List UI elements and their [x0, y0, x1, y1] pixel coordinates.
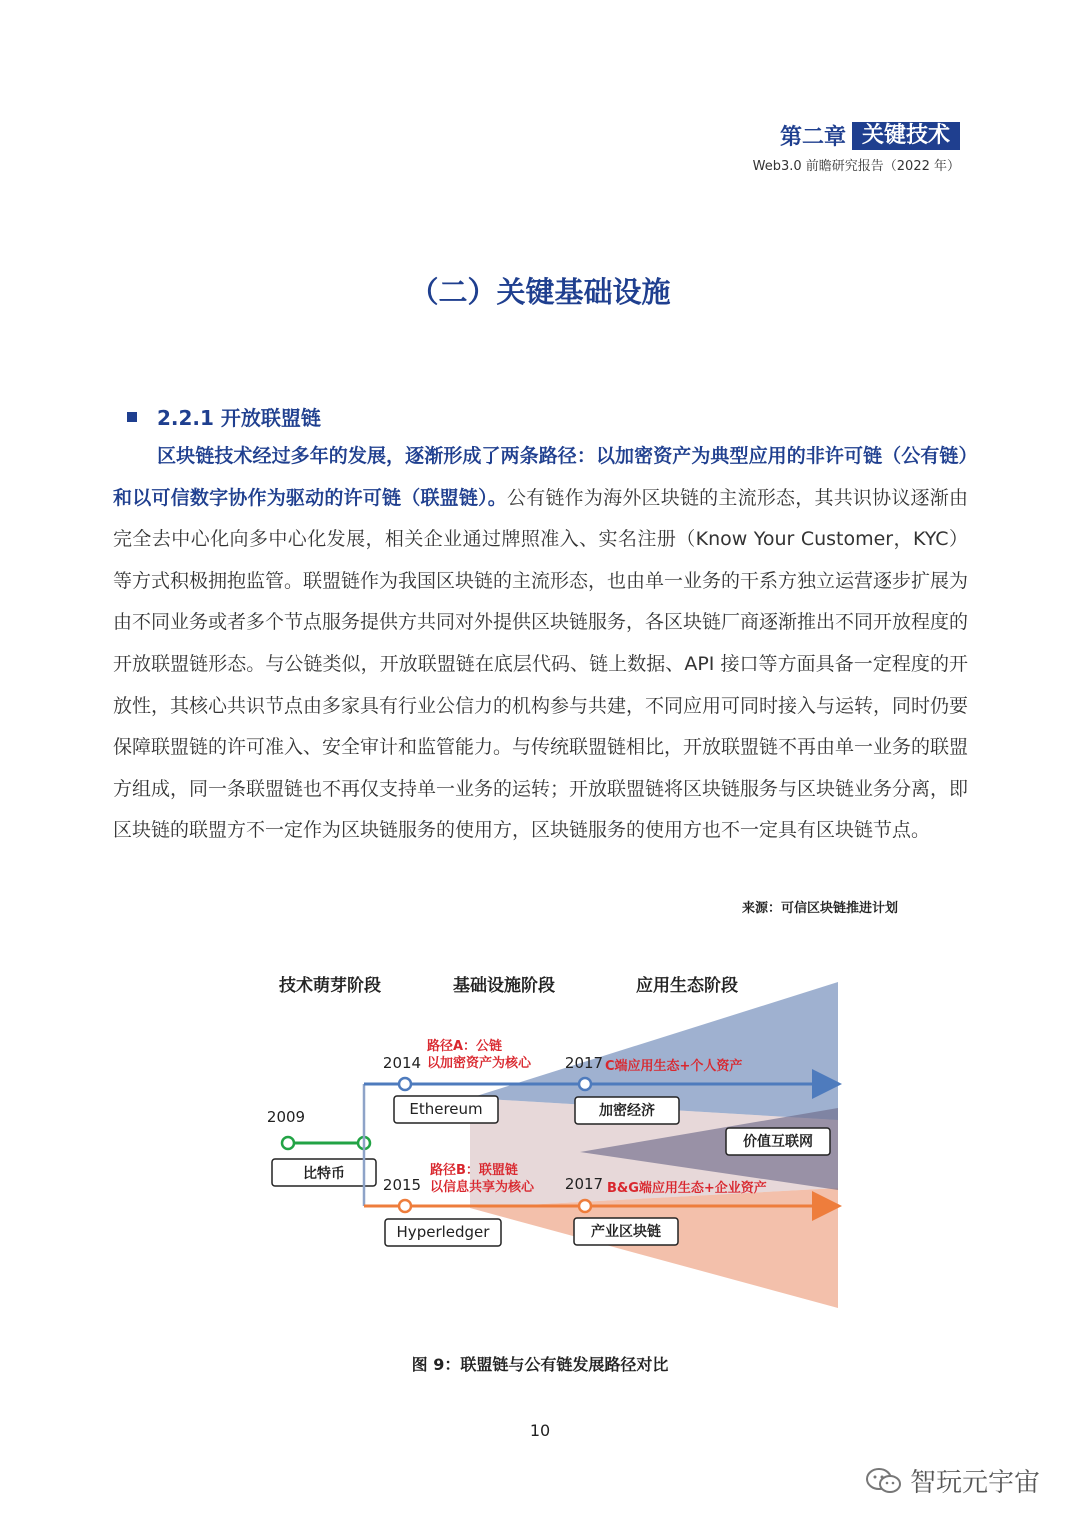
- watermark-text: 智玩元宇宙: [909, 1468, 1040, 1498]
- subsection-title: 2.2.1 开放联盟链: [157, 406, 321, 430]
- stage-label-3: 应用生态阶段: [636, 976, 738, 996]
- wechat-icon: [864, 1466, 904, 1496]
- path-a-desc: 以加密资产为核心: [427, 1056, 532, 1071]
- crypto-economy-label: 加密经济: [599, 1103, 655, 1119]
- ethereum-label: Ethereum: [409, 1100, 483, 1118]
- bitcoin-label: 比特币: [303, 1166, 345, 1182]
- stage-label-2: 基础设施阶段: [453, 976, 555, 996]
- path-b-node-2017: [579, 1200, 591, 1212]
- c-app-label: C端应用生态+个人资产: [605, 1059, 743, 1074]
- bitcoin-start-node: [282, 1137, 294, 1149]
- chapter-number: 第二章: [779, 125, 846, 150]
- chapter-name: 关键技术: [852, 122, 960, 150]
- square-bullet-icon: [127, 412, 137, 422]
- path-a-node-2017: [579, 1078, 591, 1090]
- page-header: [753, 120, 960, 174]
- path-a-node-2014: [399, 1078, 411, 1090]
- path-b-node-2015: [399, 1200, 411, 1212]
- year-2014: 2014: [382, 1054, 422, 1072]
- path-b-desc: 以信息共享为核心: [430, 1180, 535, 1195]
- year-2017-a: 2017: [564, 1054, 604, 1072]
- source-note: 来源：可信区块链推进计划: [741, 901, 898, 916]
- path-a-title: 路径A：公链: [427, 1039, 503, 1054]
- year-2017-b: 2017: [564, 1175, 604, 1193]
- hyperledger-label: Hyperledger: [396, 1223, 490, 1241]
- chapter-label: [753, 120, 960, 151]
- year-2015: 2015: [382, 1176, 422, 1194]
- value-internet-label: 价值互联网: [743, 1134, 813, 1150]
- section-title: （二）关键基础设施: [409, 275, 671, 309]
- paragraph-rest: 公有链作为海外区块链的主流形态，其共识协议逐渐由完全去中心化向多中心化发展，相关企业通过牌照准入、实名注册（Know Your Customer，KYC）等方式积极拥抱监管。联盟链作为我国区块链的主流形态，也由单一业务的干系方独立运营逐步扩展为由不同业务或者多个节点服务提供方共同对外提供区块链服务，各区块链厂商逐渐推出不同开放程度的开放联盟链形态。与公链类似，开放联盟链在底层代码、链上数据、API 接口等方面具备一定程度的开放性，其核心共识节点由多家具有行业公信力的机构参与共建，不同应用可同时接入与运转，同时仍要保障联盟链的许可准入、安全审计和监管能力。与传统联盟链相比，开放联盟链不再由单一业务的联盟方组成，同一条联盟链也不再仅支持单一业务的运转；开放联盟链将区块链服务与区块链业务分离，即区块链的联盟方不一定作为区块链服务的使用方，区块链服务的使用方也不一定具有区块链节点。: [113, 486, 969, 842]
- year-2009: 2009: [266, 1108, 306, 1126]
- page-number: 10: [529, 1421, 551, 1440]
- paragraph-lead: 区块链技术经过多年的发展，逐渐形成了两条路径：以加密资产为典型应用的非许可链（公有链）和以可信数字协作为驱动的许可链（联盟链）。: [113, 445, 968, 509]
- path-b-title: 路径B：联盟链: [430, 1163, 518, 1178]
- industry-chain-label: 产业区块链: [591, 1224, 661, 1240]
- path-comparison-figure: [0, 960, 1080, 1340]
- report-title: Web3.0 前瞻研究报告（2022 年）: [752, 159, 960, 174]
- subsection-heading: [127, 402, 321, 431]
- figure-caption: 图 9：联盟链与公有链发展路径对比: [411, 1355, 669, 1374]
- bg-app-label: B&G端应用生态+企业资产: [607, 1181, 767, 1196]
- stage-label-1: 技术萌芽阶段: [279, 976, 381, 996]
- body-paragraph: [113, 436, 968, 852]
- watermark: [864, 1462, 1040, 1499]
